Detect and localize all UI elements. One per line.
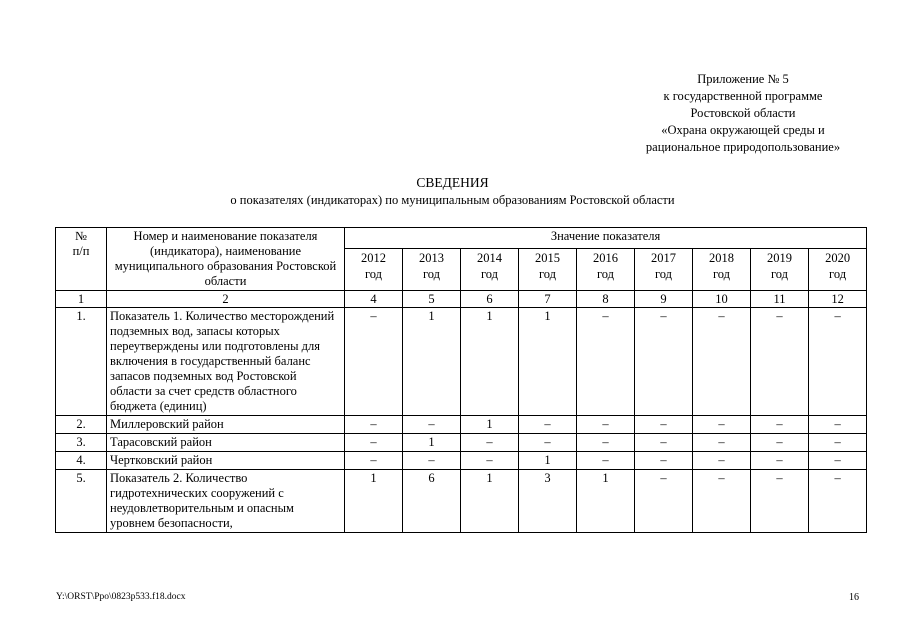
document-subtitle: о показателях (индикаторах) по муниципальным образованиям Ростовской области xyxy=(230,193,675,207)
value-cell: – xyxy=(403,416,461,434)
value-cell: – xyxy=(635,470,693,533)
value-cell: 1 xyxy=(519,308,577,416)
value-cell: – xyxy=(577,308,635,416)
row-name: Миллеровский район xyxy=(107,416,345,434)
value-cell: – xyxy=(693,452,751,470)
annex-line: «Охрана окружающей среды и xyxy=(661,123,825,137)
numbering-cell: 9 xyxy=(635,291,693,308)
value-cell: 6 xyxy=(403,470,461,533)
row-number: 3. xyxy=(56,434,107,452)
value-cell: – xyxy=(403,452,461,470)
row-name: Показатель 2. Количество гидротехнических сооружений с неудовлетворительным и опасным уровнем безопасности, xyxy=(107,470,345,533)
numbering-cell: 6 xyxy=(461,291,519,308)
annex-line: Ростовской области xyxy=(690,106,796,120)
year-header-cell: 2019 год xyxy=(751,249,809,291)
value-cell: – xyxy=(345,434,403,452)
annex-line: к государственной программе xyxy=(663,89,823,103)
row-name: Показатель 1. Количество месторождений подземных вод, запасы которых переутверждены или подготовлены для включения в государственный баланс запасов подземных вод Ростовской области за счет средств областного бюджета (единиц) xyxy=(107,308,345,416)
value-cell: – xyxy=(809,308,867,416)
value-cell: – xyxy=(635,434,693,452)
value-cell: – xyxy=(751,452,809,470)
value-cell: – xyxy=(693,416,751,434)
numbering-cell: 8 xyxy=(577,291,635,308)
value-cell: – xyxy=(461,452,519,470)
value-cell: – xyxy=(809,416,867,434)
year-header-cell: 2015 год xyxy=(519,249,577,291)
row-name: Чертковский район xyxy=(107,452,345,470)
value-cell: 1 xyxy=(519,452,577,470)
document-title: СВЕДЕНИЯ xyxy=(416,175,489,190)
numbering-cell: 7 xyxy=(519,291,577,308)
value-cell: 1 xyxy=(461,416,519,434)
year-header-cell: 2017 год xyxy=(635,249,693,291)
numbering-cell: 12 xyxy=(809,291,867,308)
value-cell: 3 xyxy=(519,470,577,533)
row-number: 1. xyxy=(56,308,107,416)
value-cell: – xyxy=(693,434,751,452)
table-row xyxy=(56,470,867,533)
value-cell: – xyxy=(751,434,809,452)
header-num: № п/п xyxy=(56,228,107,291)
value-cell: 1 xyxy=(461,470,519,533)
header-name: Номер и наименование показателя (индикатора), наименование муниципального образования Ростовской области xyxy=(107,228,345,291)
value-cell: – xyxy=(345,308,403,416)
annex-line: рациональное природопользование» xyxy=(645,140,841,154)
row-number: 2. xyxy=(56,416,107,434)
value-cell: – xyxy=(635,416,693,434)
year-header-cell: 2020 год xyxy=(809,249,867,291)
numbering-cell: 11 xyxy=(751,291,809,308)
value-cell: – xyxy=(809,470,867,533)
value-cell: – xyxy=(461,434,519,452)
value-cell: – xyxy=(577,434,635,452)
numbering-cell: 4 xyxy=(345,291,403,308)
value-cell: – xyxy=(635,308,693,416)
value-cell: – xyxy=(345,452,403,470)
file-path: Y:\ORST\Ppo\0823p533.f18.docx xyxy=(56,592,186,602)
year-header-cell: 2016 год xyxy=(577,249,635,291)
value-cell: – xyxy=(693,308,751,416)
numbering-cell: 1 xyxy=(56,291,107,308)
value-cell: 1 xyxy=(345,470,403,533)
numbering-cell: 10 xyxy=(693,291,751,308)
value-cell: 1 xyxy=(461,308,519,416)
value-cell: – xyxy=(519,416,577,434)
table-row xyxy=(56,434,867,452)
year-header-cell: 2018 год xyxy=(693,249,751,291)
numbering-cell: 5 xyxy=(403,291,461,308)
value-cell: – xyxy=(345,416,403,434)
row-number: 5. xyxy=(56,470,107,533)
page-number: 16 xyxy=(849,592,859,603)
numbering-cell: 2 xyxy=(107,291,345,308)
table-row xyxy=(56,416,867,434)
year-header-cell: 2013 год xyxy=(403,249,461,291)
numbering-row xyxy=(56,291,867,308)
value-cell: – xyxy=(519,434,577,452)
value-cell: – xyxy=(809,452,867,470)
table-row xyxy=(56,308,867,416)
annex-line: Приложение № 5 xyxy=(697,72,789,86)
value-cell: – xyxy=(751,416,809,434)
indicators-table xyxy=(55,227,867,533)
value-cell: – xyxy=(693,470,751,533)
value-cell: – xyxy=(809,434,867,452)
value-cell: – xyxy=(751,470,809,533)
table-body xyxy=(56,308,867,533)
value-cell: – xyxy=(577,452,635,470)
value-cell: – xyxy=(635,452,693,470)
year-header-cell: 2014 год xyxy=(461,249,519,291)
value-cell: – xyxy=(577,416,635,434)
value-cell: 1 xyxy=(403,308,461,416)
annex-block xyxy=(598,71,888,156)
value-cell: 1 xyxy=(403,434,461,452)
row-number: 4. xyxy=(56,452,107,470)
row-name: Тарасовский район xyxy=(107,434,345,452)
header-group: Значение показателя xyxy=(345,228,867,249)
value-cell: 1 xyxy=(577,470,635,533)
year-header-cell: 2012 год xyxy=(345,249,403,291)
value-cell: – xyxy=(751,308,809,416)
table-row xyxy=(56,452,867,470)
